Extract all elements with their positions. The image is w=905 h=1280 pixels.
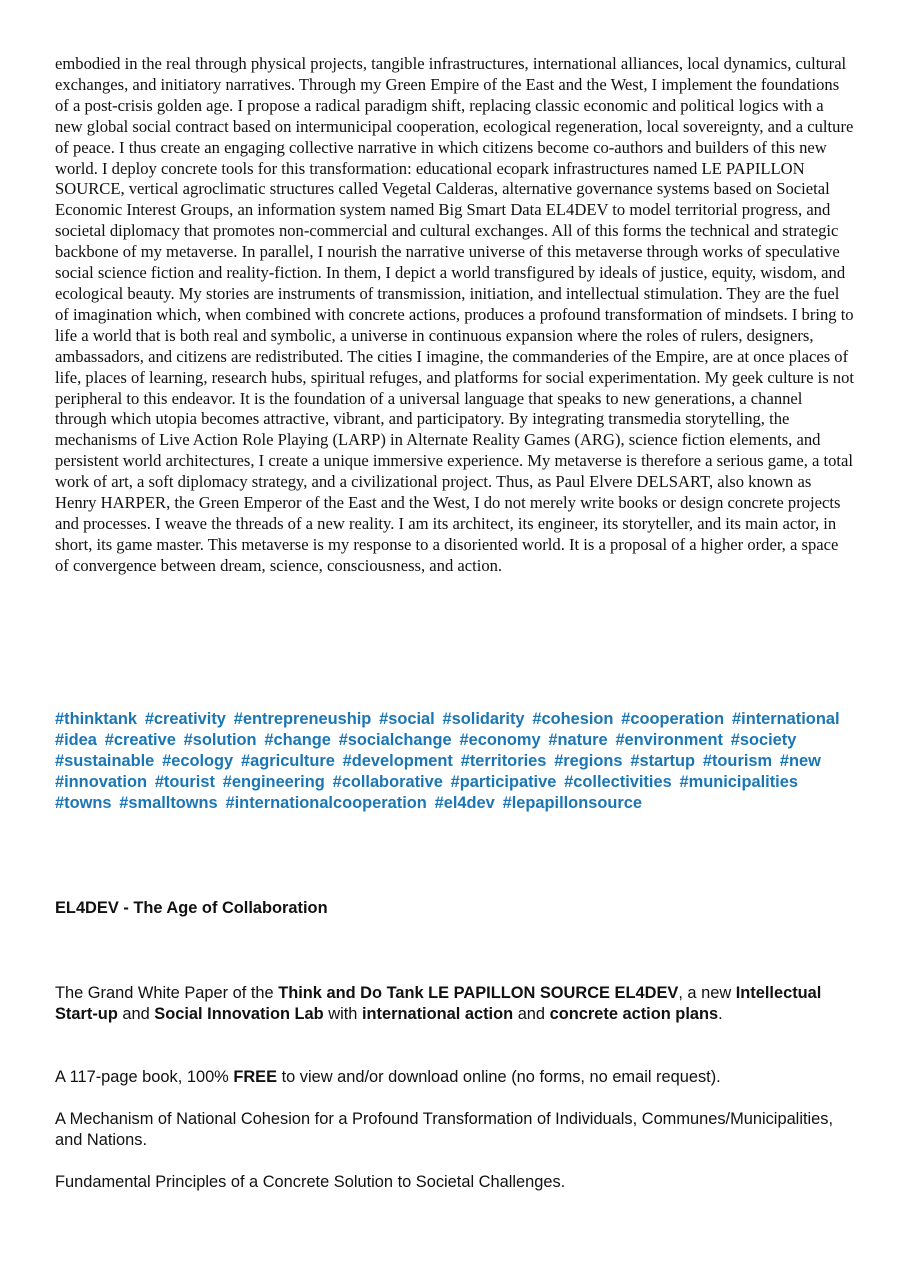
- hashtag-link[interactable]: #innovation: [55, 772, 147, 791]
- hashtag-link[interactable]: #new: [779, 751, 821, 770]
- hashtag-link[interactable]: #entrepreneuship: [233, 710, 372, 728]
- hashtag-link[interactable]: #creativity: [144, 710, 226, 728]
- hashtag-link[interactable]: #tourist: [154, 772, 215, 791]
- intro-text-5: and: [513, 1005, 550, 1023]
- book-text-2: to view and/or download online (no forms, no email request).: [277, 1068, 721, 1086]
- hashtag-link[interactable]: #socialchange: [338, 730, 452, 749]
- hashtag-link[interactable]: #collectivities: [564, 772, 672, 791]
- section-title: EL4DEV - The Age of Collaboration: [55, 899, 328, 917]
- hashtag-link[interactable]: #towns: [55, 793, 112, 812]
- intro-text-1: The Grand White Paper of the: [55, 984, 279, 1002]
- intro-text-3: and: [117, 1005, 155, 1023]
- hashtag-link[interactable]: #sustainable: [55, 751, 155, 770]
- hashtag-link[interactable]: #international: [732, 710, 840, 728]
- body-paragraph: embodied in the real through physical projects, tangible infrastructures, international alliances, local dynamics, cultural exchanges, and initiatory narratives. Through my Green Empire of the East and the West, I implement the foundations of a post-crisis golden age. I propose a radical paradigm shift, replacing classic economic and political logics with a new global social contract based on intermunicipal cooperation, ecological regeneration, local sovereignty, and a culture of peace. I thus create an engaging collective narrative in which citizens become co-authors and builders of this new world. I deploy concrete tools for this transformation: educational ecopark infrastructures named LE PAPILLON SOURCE, vertical agroclimatic structures called Vegetal Calderas, alternative governance systems based on Societal Economic Interest Groups, an information system named Big Smart Data EL4DEV to model territorial progress, and societal diplomacy that promotes non-commercial and cultural exchanges. All of this forms the technical and strategic backbone of my metaverse. In parallel, I nourish the narrative universe of this metaverse through works of speculative social science fiction and reality-fiction. In them, I depict a world transfigured by ideals of justice, equity, wisdom, and ecological beauty. My stories are instruments of transmission, initiation, and intellectual stimulation. They are the fuel of imagination which, when combined with concrete actions, produces a profound transformation of mindsets. I bring to life a world that is both real and symbolic, a universe in continuous expansion where the roles of rulers, designers, ambassadors, and citizens are redistributed. The cities I imagine, the commanderies of the Empire, are at once places of life, places of learning, research hubs, spiritual refuges, and platforms for social experimentation. My geek culture is not peripheral to this endeavor. It is the foundation of a universal language that speaks to new generations, a channel through which utopia becomes attractive, vibrant, and participatory. By integrating transmedia storytelling, the mechanisms of Live Action Role Playing (LARP) in Alternate Reality Games (ARG), science fiction elements, and persistent world architectures, I create a unique immersive experience. My metaverse is therefore a serious game, a total work of art, a soft diplomacy strategy, and a civilizational project. Thus, as Paul Elvere DELSART, also known as Henry HARPER, the Green Emperor of the East and the West, I do not merely write books or design concrete projects and processes. I weave the threads of a new reality. I am its architect, its engineer, its storyteller, and its main actor, in short, its game master. This metaverse is my response to a disoriented world. It is a proposal of a higher order, a space of convergence between dream, science, consciousness, and action.: [55, 54, 855, 575]
- intro-bold-4: international action: [361, 1005, 514, 1023]
- hashtag-link[interactable]: #municipalities: [679, 772, 798, 791]
- hashtag-link[interactable]: #lepapillonsource: [502, 793, 642, 812]
- hashtag-link[interactable]: #nature: [548, 730, 608, 749]
- hashtag-link[interactable]: #smalltowns: [119, 793, 218, 812]
- book-text-1: A 117-page book, 100%: [55, 1068, 234, 1086]
- hashtag-list: [55, 709, 855, 814]
- hashtag-link[interactable]: #agriculture: [241, 751, 335, 770]
- hashtag-link[interactable]: #collaborative: [332, 772, 443, 791]
- mechanism-paragraph: A Mechanism of National Cohesion for a Profound Transformation of Individuals, Communes/Municipalities, and Nations.: [55, 1110, 834, 1149]
- hashtag-link[interactable]: #engineering: [222, 772, 325, 791]
- hashtag-link[interactable]: #cohesion: [532, 710, 614, 728]
- book-bold-free: FREE: [233, 1068, 278, 1086]
- hashtag-link[interactable]: #social: [379, 710, 435, 728]
- hashtag-link[interactable]: #environment: [615, 730, 723, 749]
- intro-text-6: .: [718, 1005, 723, 1023]
- hashtag-link[interactable]: #economy: [459, 730, 541, 749]
- hashtag-link[interactable]: #solidarity: [442, 710, 525, 728]
- intro-bold-5: concrete action plans: [549, 1005, 719, 1023]
- hashtag-link[interactable]: #startup: [630, 751, 696, 770]
- hashtag-link[interactable]: #participative: [450, 772, 557, 791]
- hashtag-link[interactable]: #development: [342, 751, 453, 770]
- hashtag-link[interactable]: #change: [264, 730, 331, 749]
- fundamental-paragraph: Fundamental Principles of a Concrete Solution to Societal Challenges.: [55, 1173, 566, 1191]
- hashtag-link[interactable]: #cooperation: [621, 710, 725, 728]
- intro-bold-1: Think and Do Tank LE PAPILLON SOURCE EL4DEV: [278, 984, 679, 1002]
- hashtag-link[interactable]: #tourism: [702, 751, 773, 770]
- hashtag-link[interactable]: #creative: [104, 730, 176, 749]
- hashtag-link[interactable]: #ecology: [162, 751, 234, 770]
- intro-text-4: with: [323, 1005, 362, 1023]
- book-paragraph: [55, 1067, 855, 1088]
- body-text-block: [55, 54, 855, 577]
- intro-text-2: , a new: [678, 984, 736, 1002]
- hashtag-link[interactable]: #idea: [55, 730, 97, 749]
- hashtag-link[interactable]: #el4dev: [434, 793, 495, 812]
- hashtag-link[interactable]: #society: [730, 730, 797, 749]
- hashtag-link[interactable]: #internationalcooperation: [225, 793, 427, 812]
- hashtag-link[interactable]: #thinktank: [55, 710, 137, 728]
- intro-bold-2: Intellectual Start-up: [55, 984, 822, 1023]
- hashtag-link[interactable]: #regions: [554, 751, 623, 770]
- hashtag-link[interactable]: #solution: [183, 730, 257, 749]
- hashtag-link[interactable]: #territories: [460, 751, 547, 770]
- intro-bold-3: Social Innovation Lab: [154, 1005, 324, 1023]
- intro-paragraph: [55, 983, 855, 1025]
